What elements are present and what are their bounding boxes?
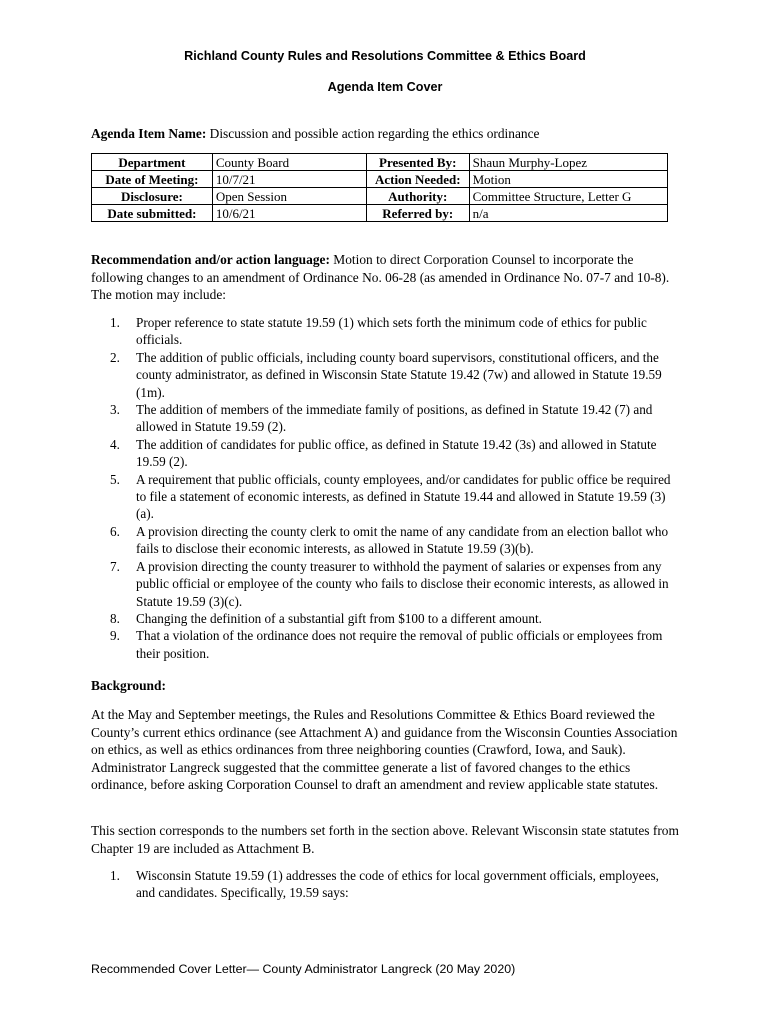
list-item-number: 6.: [110, 523, 120, 539]
list-item: [91, 436, 681, 471]
table-value-cell: County Board: [212, 154, 366, 171]
list-item: [91, 610, 681, 627]
table-label-cell: Disclosure:: [92, 188, 213, 205]
list-item-number: 5.: [110, 471, 120, 487]
motion-items-list: [91, 314, 681, 662]
table-value-cell: Open Session: [212, 188, 366, 205]
recommendation-paragraph: [91, 251, 679, 304]
table-label-cell: Date of Meeting:: [92, 171, 213, 188]
list-item-number: 3.: [110, 402, 120, 418]
table-value-cell: Shaun Murphy-Lopez: [469, 154, 667, 171]
list-item-text: The addition of candidates for public office, as defined in Statute 19.42 (3s) and allowed in Statute 19.59 (2).: [136, 436, 657, 470]
list-item-text: Proper reference to state statute 19.59 (1) which sets forth the minimum code of ethics for public officials.: [136, 315, 647, 348]
table-row: [92, 205, 668, 222]
table-value-cell: Committee Structure, Letter G: [469, 188, 667, 205]
table-label-cell: Presented By:: [366, 154, 469, 171]
list-item-text: Changing the definition of a substantial gift from $100 to a different amount.: [136, 610, 542, 626]
list-item: [91, 627, 681, 662]
list-item: [91, 558, 681, 610]
recommendation-label: Recommendation and/or action language:: [91, 252, 330, 267]
background-paragraph: At the May and September meetings, the Rules and Resolutions Committee & Ethics Board reviewed the County’s current ethics ordinance (see Attachment A) and guidance from the Wisconsin Counties Association on ethics, as well as ethics ordinances from three neighboring counties (Crawford, Iowa, and Sauk). Administrator Langreck suggested that the committee generate a list of favored changes to the ethics ordinance, before asking Corporation Counsel to draft an amendment and review applicable state statutes.: [91, 707, 678, 792]
recommendation-text: Motion to direct Corporation Counsel to incorporate the following changes to an amendment of Ordinance No. 06-28 (as amended in Ordinance No. 07-7 and 10-8). The motion may include:: [91, 252, 670, 302]
list-item-number: 8.: [110, 610, 120, 626]
list-item-text: A provision directing the county clerk to omit the name of any candidate from an election ballot who fails to disclose their economic interests, as allowed in Statute 19.59 (3)(b).: [136, 523, 669, 557]
table-row: [92, 154, 668, 171]
list-item: [91, 401, 681, 436]
list-item: [91, 314, 681, 349]
list-item-number: 1.: [110, 315, 120, 330]
table-value-cell: 10/7/21: [212, 171, 366, 188]
list-item-text: That a violation of the ordinance does not require the removal of public officials or employees from their position.: [136, 628, 663, 661]
table-label-cell: Department: [92, 154, 213, 171]
background-heading: Background:: [91, 678, 166, 693]
list-item-number: 2.: [110, 349, 120, 365]
list-item-number: 4.: [110, 436, 120, 452]
list-item: [91, 349, 681, 401]
table-label-cell: Authority:: [366, 188, 469, 205]
list-item-number: 7.: [110, 558, 120, 574]
list-item-text: The addition of members of the immediate family of positions, as defined in Statute 19.42 (7) and allowed in Statute 19.59 (2).: [136, 402, 653, 435]
list-item-text: A provision directing the county treasurer to withhold the payment of salaries or expenses from any public official or employee of the county who fails to disclose their economic interests, as allowed in Statute 19.59 (3)(c).: [136, 558, 669, 609]
table-row: [92, 171, 668, 188]
list-item-number: 9.: [110, 628, 120, 644]
document-title: Richland County Rules and Resolutions Committee & Ethics Board: [184, 49, 586, 63]
list-item-text: Wisconsin Statute 19.59 (1) addresses the code of ethics for local government officials, employees, and candidates. Specifically, 19.59 says:: [136, 868, 659, 901]
agenda-info-table: [91, 153, 668, 222]
page-footer: Recommended Cover Letter— County Administrator Langreck (20 May 2020): [91, 962, 516, 976]
list-item-text: The addition of public officials, including county board supervisors, constitutional officers, and the county administrator, as defined in Wisconsin State Statute 19.42 (7w) and allowed in Statute 19.59 (1m).: [136, 349, 662, 400]
table-label-cell: Action Needed:: [366, 171, 469, 188]
list-item: [91, 471, 681, 523]
document-subtitle: Agenda Item Cover: [327, 80, 443, 94]
list-item-number: 1.: [110, 868, 120, 883]
list-item: [91, 867, 681, 902]
agenda-item-value: Discussion and possible action regarding the ethics ordinance: [209, 126, 540, 141]
table-value-cell: Motion: [469, 171, 667, 188]
agenda-item-label: Agenda Item Name:: [91, 126, 207, 141]
table-value-cell: n/a: [469, 205, 667, 222]
table-value-cell: 10/6/21: [212, 205, 366, 222]
list-item: [91, 523, 681, 558]
agenda-item-name: [91, 126, 540, 142]
list-item-text: A requirement that public officials, county employees, and/or candidates for public office be required to file a statement of economic interests, as defined in Statute 19.44 and allowed in Statute 19.59 (3)(a).: [136, 471, 671, 522]
table-label-cell: Referred by:: [366, 205, 469, 222]
section-note-paragraph: This section corresponds to the numbers set forth in the section above. Relevant Wisconsin state statutes from Chapter 19 are included as Attachment B.: [91, 823, 679, 856]
table-row: [92, 188, 668, 205]
table-label-cell: Date submitted:: [92, 205, 213, 222]
statute-items-list: [91, 867, 681, 902]
